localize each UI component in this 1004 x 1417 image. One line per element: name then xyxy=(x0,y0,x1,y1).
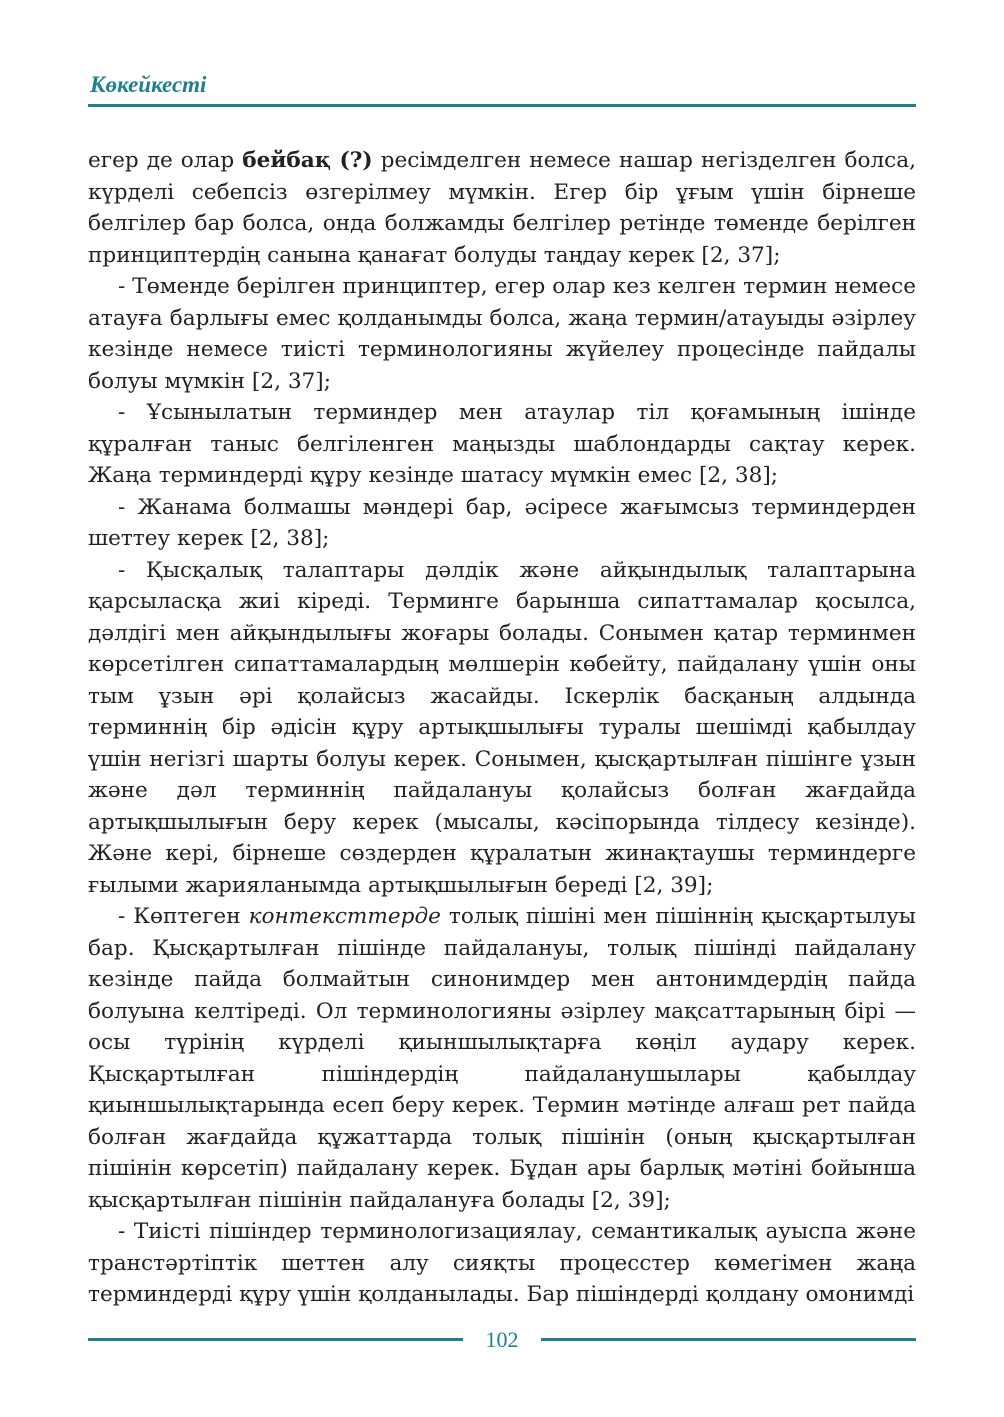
list-item xyxy=(88,901,916,1216)
italic-term: контексттерде xyxy=(248,904,441,929)
header-divider xyxy=(88,104,916,107)
paragraph-text: толық пішіні мен пішіннің қысқартылуы бар. Қысқартылған пішінде пайдалануы, толық пішінді пайдалану кезінде пайда болмайтын синонимдер мен антонимдердің пайда болуына келтіреді. Ол терминологияны әзірлеу мақсаттарының бірі — осы түрінің күрделі қиыншылықтарға көңіл аудару керек. Қысқартылған пішіндердің пайдаланушылары қабылдау қиыншылықтарында есеп беру керек. Термин мәтінде алғаш рет пайда болған жағдайда құжаттарда толық пішінін (оның қысқартылған пішінін көрсетіп) пайдалану керек. Бұдан ары барлық мәтіні бойынша қысқартылған пішінін пайдалануға болады [2, 39]; xyxy=(88,904,916,1213)
body-text xyxy=(88,145,916,1311)
bold-term: бейбақ (?) xyxy=(242,148,373,173)
list-item: - Қысқалық талаптары дәлдік және айқындылық талаптарына қарсыласқа жиі кіреді. Терминге барынша сипаттамалар қосылса, дәлдігі мен айқындылығы жоғары болады. Сонымен қатар терминмен көрсетілген сипаттамалардың мөлшерін көбейту, пайдалану үшін оны тым ұзын әрі қолайсыз жасайды. Іскерлік басқаның алдында терминнің бір әдісін құру артықшылығы туралы шешімді қабылдау үшін негізгі шарты болуы керек. Сонымен, қысқартылған пішінге ұзын және дәл терминнің пайдалануы қолайсыз болған жағдайда артықшылығын беру керек (мысалы, кәсіпорында тілдесу кезінде). Және кері, бірнеше сөздерден құралатын жинақтаушы терминдерге ғылыми жарияланымда артықшылығын береді [2, 39]; xyxy=(88,557,916,898)
paragraph-text: - Көптеген xyxy=(118,904,249,929)
list-item: - Тиісті пішіндер терминологизациялау, семантикалық ауыспа және транстәртіптік шеттен алу сияқты процесстер көмегімен жаңа терминдерді құру үшін қолданылады. Бар пішіндерді қолдану омонимді xyxy=(88,1219,916,1307)
paragraph xyxy=(88,145,916,271)
list-item: - Жанама болмашы мәндері бар, әсіресе жағымсыз терминдерден шеттеу керек [2, 38]; xyxy=(88,494,916,551)
footer-divider-right xyxy=(541,1338,916,1341)
paragraph-text: ресімделген немесе нашар негізделген болса, күрделі себепсіз өзгерілмеу мүмкін. Егер бір ұғым үшін бірнеше белгілер бар болса, онда болжамды белгілер ретінде төменде берілген принциптердің санына қанағат болуды таңдау керек [2, 37]; xyxy=(88,148,916,268)
paragraph-text: егер де олар xyxy=(88,148,243,173)
list-item: - Төменде берілген принциптер, егер олар кез келген термин немесе атауға барлығы емес қолданымды болса, жаңа термин/атауыды әзірлеу кезінде немесе тиісті терминологияны жүйелеу процесінде пайдалы болуы мүмкін [2, 37]; xyxy=(88,274,916,394)
running-header-title: Көкейкесті xyxy=(90,72,207,97)
list-item: - Ұсынылатын терминдер мен атаулар тіл қоғамының ішінде құралған таныс белгіленген маңызды шаблондарды сақтау керек. Жаңа терминдерді құру кезінде шатасу мүмкін емес [2, 38]; xyxy=(88,400,916,488)
footer-divider-left xyxy=(88,1338,463,1341)
page-number: 102 xyxy=(485,1327,519,1352)
